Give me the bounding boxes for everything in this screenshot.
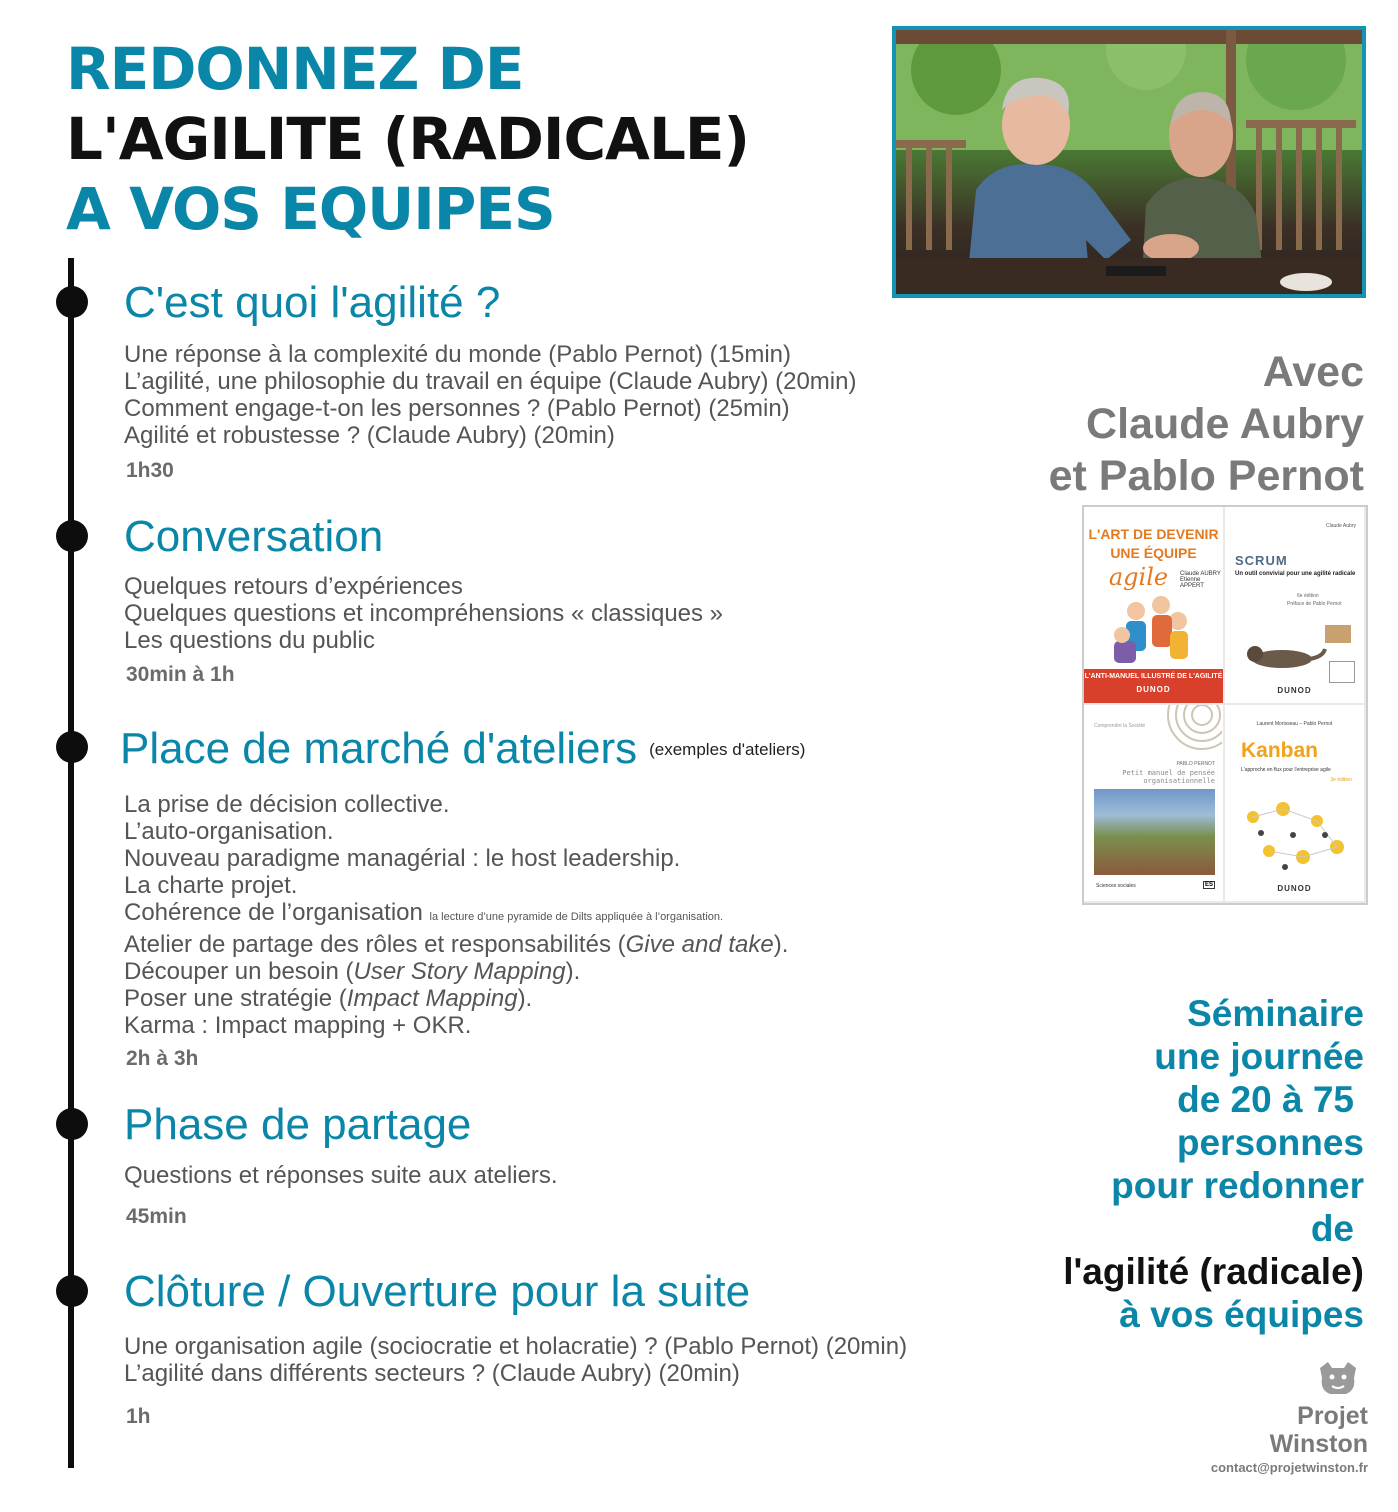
section-duration: 1h — [126, 1405, 151, 1428]
list-item: Les questions du public — [124, 627, 375, 654]
book-cover: Comprendre la Société PABLO PERNOT Petit manuel de pensée organisationnelle Sciences sociales ES — [1084, 705, 1223, 901]
book-illustration — [1233, 787, 1357, 877]
list-item: Découper un besoin (User Story Mapping). — [124, 958, 581, 985]
list-item-note: la lecture d’une pyramide de Dilts appliquée à l’organisation. — [429, 911, 724, 923]
section-title: Conversation — [124, 512, 384, 561]
section-items — [124, 573, 723, 654]
list-item: Quelques retours d’expériences — [124, 573, 463, 600]
list-item: L’agilité dans différents secteurs ? (Claude Aubry) (20min) — [124, 1360, 740, 1387]
seminar-description — [1063, 992, 1364, 1336]
section-title: C'est quoi l'agilité ? — [124, 278, 501, 327]
list-item: Atelier de partage des rôles et responsabilités (Give and take). — [124, 931, 789, 958]
speakers-photo-illustration — [896, 30, 1362, 294]
list-item: Karma : Impact mapping + OKR. — [124, 1012, 472, 1039]
seminar-line: pour redonner — [1111, 1165, 1364, 1206]
seminar-line: Séminaire — [1187, 993, 1364, 1034]
contact-email[interactable]: contact@projetwinston.fr — [1210, 1460, 1368, 1475]
timeline-dot — [56, 520, 88, 552]
list-item: Cohérence de l’organisation la lecture d’une pyramide de Dilts appliquée à l’organisation. — [124, 899, 724, 926]
timeline-dot — [56, 1275, 88, 1307]
seminar-line: de — [1310, 1208, 1354, 1249]
section-duration: 30min à 1h — [126, 663, 235, 686]
books-grid — [1082, 505, 1368, 905]
brand-name: Projet Winston — [1269, 1402, 1368, 1458]
list-item: Comment engage-t-on les personnes ? (Pablo Pernot) (25min) — [124, 395, 790, 422]
book-cover: Laurent Morisseau – Pablo Pernot Kanban L'approche en flux pour l'entreprise agile 3e édition DUNOD — [1225, 705, 1364, 901]
bulldog-icon — [1316, 1360, 1360, 1396]
timeline-dot — [56, 1108, 88, 1140]
list-item: L’auto-organisation. — [124, 818, 334, 845]
list-item: Poser une stratégie (Impact Mapping). — [124, 985, 533, 1012]
section-title: Clôture / Ouverture pour la suite — [124, 1267, 751, 1316]
section-duration: 2h à 3h — [126, 1047, 199, 1070]
seminar-line: à vos équipes — [1119, 1294, 1364, 1335]
section-title: Phase de partage — [124, 1100, 472, 1149]
list-item: Quelques questions et incompréhensions « classiques » — [124, 600, 724, 627]
seminar-line: de 20 à 75 — [1177, 1079, 1354, 1120]
section-duration: 45min — [126, 1205, 187, 1228]
book-illustration — [1146, 705, 1222, 761]
section-subtitle: (exemples d'ateliers) — [649, 740, 806, 759]
list-item: La prise de décision collective. — [124, 791, 450, 818]
section-items — [124, 341, 856, 449]
book-cover: L'ART DE DEVENIR UNE ÉQUIPE agile Claude AUBRY Etienne APPERT L'ANTI-MANUEL ILLUSTRÉ DE L'AGILITÉ DUNOD — [1084, 507, 1223, 703]
timeline-dot — [56, 731, 88, 763]
page-title — [66, 34, 749, 244]
speakers-line-3: et Pablo Pernot — [1048, 452, 1364, 500]
section-items — [124, 1162, 558, 1189]
list-item: La charte projet. — [124, 872, 298, 899]
list-item: Nouveau paradigme managérial : le host leadership. — [124, 845, 681, 872]
list-item: Une réponse à la complexité du monde (Pablo Pernot) (15min) — [124, 341, 792, 368]
speakers-line-1: Avec — [1262, 348, 1364, 396]
book-illustration — [1237, 637, 1327, 671]
section-items — [124, 1333, 907, 1387]
section-items — [124, 791, 788, 1039]
list-item: Agilité et robustesse ? (Claude Aubry) (20min) — [124, 422, 615, 449]
title-line-3: A VOS EQUIPES — [66, 175, 555, 243]
speakers-heading — [1049, 346, 1364, 502]
section-duration: 1h30 — [126, 459, 174, 482]
book-illustration — [1106, 591, 1201, 667]
timeline-dot — [56, 286, 88, 318]
seminar-line: l'agilité (radicale) — [1063, 1251, 1364, 1292]
title-line-2: L'AGILITE (RADICALE) — [66, 105, 750, 173]
seminar-line: personnes — [1176, 1122, 1364, 1163]
section-title-text: Place de marché d'ateliers — [120, 724, 638, 773]
section-title — [120, 724, 805, 775]
speakers-line-2: Claude Aubry — [1086, 400, 1364, 448]
title-line-1: REDONNEZ DE — [66, 35, 524, 103]
list-item: Questions et réponses suite aux ateliers. — [124, 1162, 558, 1189]
list-item: Une organisation agile (sociocratie et holacratie) ? (Pablo Pernot) (20min) — [124, 1333, 908, 1360]
book-cover: Claude Aubry SCRUM Un outil convivial pour une agilité radicale 6e édition Préface de Pablo Pernot DUNOD — [1225, 507, 1364, 703]
seminar-line: une journée — [1154, 1036, 1364, 1077]
list-item: L’agilité, une philosophie du travail en équipe (Claude Aubry) (20min) — [124, 368, 857, 395]
speakers-photo — [892, 26, 1366, 298]
